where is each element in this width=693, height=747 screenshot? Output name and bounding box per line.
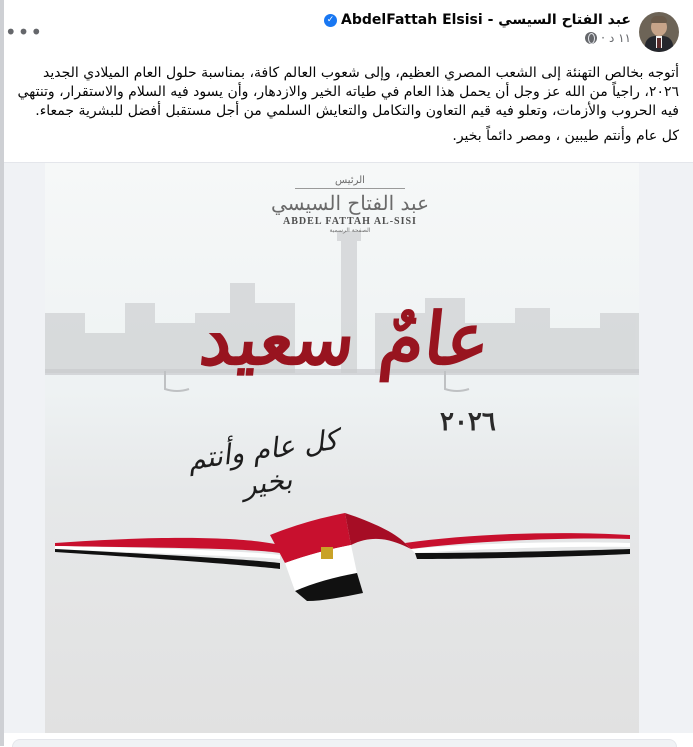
post-subinfo	[585, 31, 631, 45]
post-header	[324, 12, 679, 56]
globe-icon[interactable]	[585, 32, 597, 44]
avatar[interactable]	[639, 12, 679, 52]
page-name-link[interactable]: AbdelFattah Elsisi - عبد الفتاح السيسي	[341, 12, 631, 28]
logo-name-english: ABDEL FATTAH AL-SISI	[283, 216, 417, 227]
post-paragraph: أتوجه بخالص التهنئة إلى الشعب المصري العظيم، وإلى شعوب العالم كافة، بمناسبة حلول العام الميلادي الجديد ٢٠٢٦، راجياً من الله عز وجل أن يحمل هذا العام في طياته الخير والازدهار، وأن يسود فيه السلام والاستقرار، وتنتهي فيه الحروب والأزمات، وتعلو فيه قيم التعاون والتكامل والتعايش السلمي من أجل مستقبل أفضل للبشرية جمعاء.	[17, 65, 679, 119]
post-meta	[324, 12, 631, 45]
greeting-calligraphy: عامٌ سعيد	[196, 296, 495, 381]
verified-badge-icon: ✓	[324, 14, 337, 27]
wishes-calligraphy: كل عام وأنتم بخير	[185, 422, 340, 503]
post-timestamp[interactable]: ١١ د	[608, 31, 631, 45]
logo-name-arabic: عبد الفتاح السيسي	[270, 191, 430, 215]
year-label: ٢٠٢٦	[440, 407, 496, 437]
egypt-flag-ribbon	[45, 493, 639, 603]
more-options-icon: •••	[4, 20, 44, 44]
post-paragraph: كل عام وأنتم طيبين ، ومصر دائماً بخير.	[452, 128, 679, 144]
logo-title: الرئيس	[335, 175, 365, 186]
post-image-frame	[4, 163, 693, 733]
page-name-row	[324, 12, 631, 28]
post-image[interactable]	[45, 163, 639, 733]
more-options-button[interactable]	[4, 18, 44, 46]
separator-dot: ·	[601, 31, 605, 45]
presidential-logo	[265, 175, 435, 234]
post-body	[12, 64, 679, 152]
logo-subtitle: الصفحة الرسمية	[329, 227, 371, 234]
